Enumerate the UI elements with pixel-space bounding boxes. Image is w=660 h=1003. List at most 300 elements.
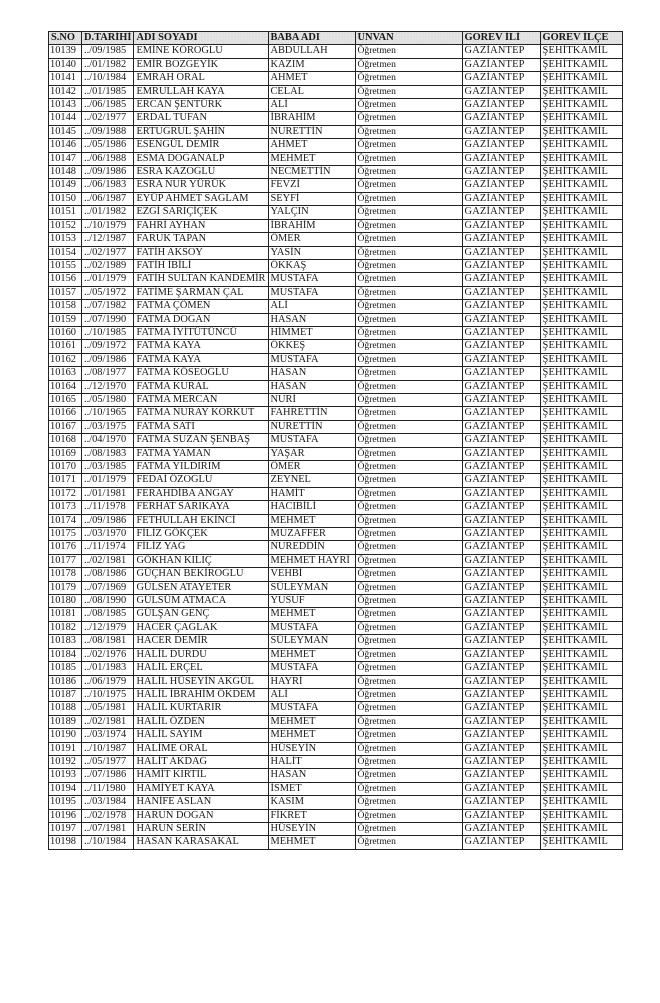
cell-birth-date: ../01/1985	[82, 85, 134, 98]
cell-sno: 10148	[49, 166, 82, 179]
cell-province: GAZİANTEP	[462, 246, 540, 259]
cell-sno: 10184	[49, 648, 82, 661]
table-row	[49, 461, 623, 474]
cell-full-name: EZGİ SARIÇİÇEK	[134, 206, 268, 219]
cell-province: GAZİANTEP	[462, 581, 540, 594]
cell-province: GAZİANTEP	[462, 179, 540, 192]
header-sno: S.NO	[49, 32, 82, 45]
cell-father-name: HİMMET	[268, 326, 355, 339]
table-row	[49, 286, 623, 299]
cell-full-name: EYÜP AHMET SAĞLAM	[134, 192, 268, 205]
cell-birth-date: ../12/1970	[82, 380, 134, 393]
cell-birth-date: ../07/1990	[82, 313, 134, 326]
cell-district: ŞEHİTKAMİL	[540, 675, 622, 688]
cell-district: ŞEHİTKAMİL	[540, 367, 622, 380]
cell-father-name: ÖMER	[268, 461, 355, 474]
cell-province: GAZİANTEP	[462, 715, 540, 728]
cell-full-name: FATMA YAMAN	[134, 447, 268, 460]
cell-full-name: FEDAİ ÖZOĞLU	[134, 474, 268, 487]
cell-father-name: HAMİT	[268, 487, 355, 500]
cell-sno: 10164	[49, 380, 82, 393]
cell-birth-date: ../11/1978	[82, 501, 134, 514]
cell-title: Öğretmen	[355, 340, 462, 353]
cell-full-name: GÜLŞAN GENÇ	[134, 608, 268, 621]
cell-district: ŞEHİTKAMİL	[540, 179, 622, 192]
cell-title: Öğretmen	[355, 608, 462, 621]
cell-district: ŞEHİTKAMİL	[540, 273, 622, 286]
cell-title: Öğretmen	[355, 192, 462, 205]
cell-title: Öğretmen	[355, 313, 462, 326]
cell-title: Öğretmen	[355, 796, 462, 809]
table-row	[49, 621, 623, 634]
cell-full-name: GÖKHAN KILIÇ	[134, 554, 268, 567]
cell-full-name: EMİR BOZGEYİK	[134, 58, 268, 71]
cell-sno: 10174	[49, 514, 82, 527]
cell-father-name: MUSTAFA	[268, 662, 355, 675]
cell-father-name: FEVZİ	[268, 179, 355, 192]
cell-birth-date: ../09/1972	[82, 340, 134, 353]
cell-province: GAZİANTEP	[462, 729, 540, 742]
cell-full-name: FATMA KAYA	[134, 353, 268, 366]
cell-sno: 10153	[49, 233, 82, 246]
table-row	[49, 300, 623, 313]
cell-sno: 10154	[49, 246, 82, 259]
cell-sno: 10197	[49, 822, 82, 835]
cell-father-name: MUSTAFA	[268, 273, 355, 286]
cell-full-name: FATMA YILDIRIM	[134, 461, 268, 474]
cell-sno: 10146	[49, 139, 82, 152]
cell-district: ŞEHİTKAMİL	[540, 581, 622, 594]
cell-birth-date: ../03/1985	[82, 461, 134, 474]
cell-sno: 10190	[49, 729, 82, 742]
cell-sno: 10168	[49, 434, 82, 447]
cell-sno: 10186	[49, 675, 82, 688]
cell-title: Öğretmen	[355, 112, 462, 125]
table-row	[49, 85, 623, 98]
cell-district: ŞEHİTKAMİL	[540, 420, 622, 433]
table-row	[49, 528, 623, 541]
cell-province: GAZİANTEP	[462, 769, 540, 782]
cell-father-name: MUSTAFA	[268, 434, 355, 447]
cell-sno: 10165	[49, 393, 82, 406]
cell-birth-date: ../10/1987	[82, 742, 134, 755]
cell-title: Öğretmen	[355, 541, 462, 554]
cell-title: Öğretmen	[355, 702, 462, 715]
cell-district: ŞEHİTKAMİL	[540, 702, 622, 715]
table-row	[49, 769, 623, 782]
cell-father-name: NUREDDİN	[268, 541, 355, 554]
cell-birth-date: ../10/1979	[82, 219, 134, 232]
cell-birth-date: ../10/1984	[82, 72, 134, 85]
cell-father-name: HASAN	[268, 769, 355, 782]
table-row	[49, 353, 623, 366]
cell-father-name: İBRAHİM	[268, 112, 355, 125]
cell-district: ŞEHİTKAMİL	[540, 474, 622, 487]
cell-title: Öğretmen	[355, 554, 462, 567]
cell-title: Öğretmen	[355, 300, 462, 313]
cell-province: GAZİANTEP	[462, 501, 540, 514]
table-row	[49, 715, 623, 728]
cell-province: GAZİANTEP	[462, 393, 540, 406]
cell-full-name: HALİL SAYIM	[134, 729, 268, 742]
table-row	[49, 219, 623, 232]
cell-father-name: MEHMET HAYRİ	[268, 554, 355, 567]
cell-birth-date: ../01/1982	[82, 206, 134, 219]
table-row	[49, 554, 623, 567]
header-title: UNVAN	[355, 32, 462, 45]
cell-sno: 10191	[49, 742, 82, 755]
cell-father-name: NURETTİN	[268, 125, 355, 138]
cell-birth-date: ../06/1985	[82, 99, 134, 112]
table-row	[49, 45, 623, 58]
cell-district: ŞEHİTKAMİL	[540, 755, 622, 768]
cell-title: Öğretmen	[355, 367, 462, 380]
cell-province: GAZİANTEP	[462, 273, 540, 286]
cell-full-name: FATİME ŞARMAN ÇAL	[134, 286, 268, 299]
cell-father-name: İBRAHİM	[268, 219, 355, 232]
table-row	[49, 58, 623, 71]
table-row	[49, 166, 623, 179]
cell-father-name: MEHMET	[268, 715, 355, 728]
table-row	[49, 447, 623, 460]
cell-title: Öğretmen	[355, 595, 462, 608]
cell-birth-date: ../08/1985	[82, 608, 134, 621]
table-row	[49, 688, 623, 701]
cell-birth-date: ../04/1970	[82, 434, 134, 447]
table-row	[49, 273, 623, 286]
cell-title: Öğretmen	[355, 662, 462, 675]
cell-birth-date: ../06/1983	[82, 179, 134, 192]
cell-title: Öğretmen	[355, 139, 462, 152]
cell-sno: 10169	[49, 447, 82, 460]
cell-district: ŞEHİTKAMİL	[540, 568, 622, 581]
cell-district: ŞEHİTKAMİL	[540, 796, 622, 809]
cell-title: Öğretmen	[355, 246, 462, 259]
cell-district: ŞEHİTKAMİL	[540, 487, 622, 500]
cell-full-name: EMİNE KÖROĞLU	[134, 45, 268, 58]
cell-province: GAZİANTEP	[462, 648, 540, 661]
cell-title: Öğretmen	[355, 782, 462, 795]
cell-birth-date: ../02/1981	[82, 715, 134, 728]
cell-full-name: EMRAH ORAL	[134, 72, 268, 85]
cell-province: GAZİANTEP	[462, 85, 540, 98]
cell-birth-date: ../07/1982	[82, 300, 134, 313]
cell-sno: 10177	[49, 554, 82, 567]
cell-district: ŞEHİTKAMİL	[540, 246, 622, 259]
table-row	[49, 246, 623, 259]
cell-sno: 10179	[49, 581, 82, 594]
cell-title: Öğretmen	[355, 514, 462, 527]
cell-province: GAZİANTEP	[462, 434, 540, 447]
cell-title: Öğretmen	[355, 58, 462, 71]
cell-full-name: EMRULLAH KAYA	[134, 85, 268, 98]
cell-birth-date: ../06/1988	[82, 152, 134, 165]
cell-sno: 10182	[49, 621, 82, 634]
cell-title: Öğretmen	[355, 836, 462, 849]
cell-sno: 10180	[49, 595, 82, 608]
cell-full-name: FAHRİ AYHAN	[134, 219, 268, 232]
cell-full-name: HALİL DURDU	[134, 648, 268, 661]
table-row	[49, 179, 623, 192]
table-row	[49, 782, 623, 795]
cell-father-name: HAYRİ	[268, 675, 355, 688]
cell-province: GAZİANTEP	[462, 461, 540, 474]
cell-sno: 10172	[49, 487, 82, 500]
table-header-row	[49, 32, 623, 45]
cell-father-name: MEHMET	[268, 152, 355, 165]
cell-father-name: ÖMER	[268, 233, 355, 246]
cell-father-name: MEHMET	[268, 648, 355, 661]
header-district: GOREV İLÇE	[540, 32, 622, 45]
cell-father-name: ALİ	[268, 300, 355, 313]
cell-district: ŞEHİTKAMİL	[540, 729, 622, 742]
cell-birth-date: ../10/1984	[82, 836, 134, 849]
cell-sno: 10139	[49, 45, 82, 58]
table-row	[49, 474, 623, 487]
cell-father-name: CELAL	[268, 85, 355, 98]
cell-full-name: HALİME ORAL	[134, 742, 268, 755]
cell-father-name: ALİ	[268, 99, 355, 112]
cell-full-name: HACER ÇAĞLAK	[134, 621, 268, 634]
cell-title: Öğretmen	[355, 380, 462, 393]
table-row	[49, 125, 623, 138]
cell-birth-date: ../08/1977	[82, 367, 134, 380]
cell-title: Öğretmen	[355, 621, 462, 634]
table-row	[49, 313, 623, 326]
cell-birth-date: ../12/1979	[82, 621, 134, 634]
cell-district: ŞEHİTKAMİL	[540, 447, 622, 460]
cell-district: ŞEHİTKAMİL	[540, 715, 622, 728]
cell-district: ŞEHİTKAMİL	[540, 353, 622, 366]
cell-district: ŞEHİTKAMİL	[540, 192, 622, 205]
table-row	[49, 581, 623, 594]
cell-full-name: ESMA DOĞANALP	[134, 152, 268, 165]
table-row	[49, 139, 623, 152]
header-province: GOREV İLİ	[462, 32, 540, 45]
cell-title: Öğretmen	[355, 648, 462, 661]
cell-birth-date: ../11/1980	[82, 782, 134, 795]
cell-title: Öğretmen	[355, 407, 462, 420]
cell-father-name: YUSUF	[268, 595, 355, 608]
cell-full-name: FATMA SUZAN ŞENBAŞ	[134, 434, 268, 447]
cell-province: GAZİANTEP	[462, 568, 540, 581]
cell-birth-date: ../05/1981	[82, 702, 134, 715]
cell-father-name: YASİN	[268, 246, 355, 259]
table-body	[49, 45, 623, 849]
cell-father-name: FİKRET	[268, 809, 355, 822]
cell-sno: 10175	[49, 528, 82, 541]
cell-birth-date: ../08/1981	[82, 635, 134, 648]
table-row	[49, 112, 623, 125]
cell-province: GAZİANTEP	[462, 662, 540, 675]
cell-father-name: KASIM	[268, 796, 355, 809]
table-row	[49, 635, 623, 648]
cell-father-name: MUSTAFA	[268, 621, 355, 634]
table-row	[49, 152, 623, 165]
cell-district: ŞEHİTKAMİL	[540, 259, 622, 272]
cell-full-name: FATMA MERCAN	[134, 393, 268, 406]
cell-sno: 10160	[49, 326, 82, 339]
cell-full-name: HAMİT KIRTIL	[134, 769, 268, 782]
cell-province: GAZİANTEP	[462, 219, 540, 232]
cell-district: ŞEHİTKAMİL	[540, 152, 622, 165]
table-row	[49, 233, 623, 246]
cell-birth-date: ../02/1977	[82, 112, 134, 125]
cell-full-name: FATMA SATI	[134, 420, 268, 433]
cell-province: GAZİANTEP	[462, 702, 540, 715]
cell-sno: 10150	[49, 192, 82, 205]
cell-province: GAZİANTEP	[462, 259, 540, 272]
cell-sno: 10147	[49, 152, 82, 165]
cell-birth-date: ../02/1977	[82, 246, 134, 259]
cell-birth-date: ../03/1974	[82, 729, 134, 742]
cell-full-name: FATMA KÖSEOĞLU	[134, 367, 268, 380]
cell-district: ŞEHİTKAMİL	[540, 809, 622, 822]
cell-sno: 10151	[49, 206, 82, 219]
cell-sno: 10152	[49, 219, 82, 232]
cell-title: Öğretmen	[355, 45, 462, 58]
cell-title: Öğretmen	[355, 809, 462, 822]
table-row	[49, 340, 623, 353]
cell-title: Öğretmen	[355, 434, 462, 447]
cell-father-name: KAZIM	[268, 58, 355, 71]
cell-father-name: HASAN	[268, 380, 355, 393]
cell-sno: 10162	[49, 353, 82, 366]
cell-full-name: ESRA NUR YÜRÜK	[134, 179, 268, 192]
cell-birth-date: ../10/1985	[82, 326, 134, 339]
cell-birth-date: ../09/1988	[82, 125, 134, 138]
cell-birth-date: ../02/1989	[82, 259, 134, 272]
cell-birth-date: ../02/1978	[82, 809, 134, 822]
cell-sno: 10188	[49, 702, 82, 715]
cell-birth-date: ../05/1977	[82, 755, 134, 768]
cell-province: GAZİANTEP	[462, 72, 540, 85]
cell-father-name: ÖKKEŞ	[268, 340, 355, 353]
cell-father-name: YALÇIN	[268, 206, 355, 219]
table-row	[49, 822, 623, 835]
cell-sno: 10187	[49, 688, 82, 701]
cell-full-name: ERCAN ŞENTÜRK	[134, 99, 268, 112]
cell-father-name: ABDULLAH	[268, 45, 355, 58]
cell-district: ŞEHİTKAMİL	[540, 541, 622, 554]
cell-province: GAZİANTEP	[462, 206, 540, 219]
cell-province: GAZİANTEP	[462, 407, 540, 420]
cell-title: Öğretmen	[355, 273, 462, 286]
cell-full-name: HALİL ÖZDEN	[134, 715, 268, 728]
cell-province: GAZİANTEP	[462, 340, 540, 353]
cell-sno: 10155	[49, 259, 82, 272]
cell-full-name: GÜLSEN ATAYETER	[134, 581, 268, 594]
cell-father-name: ALİ	[268, 688, 355, 701]
cell-birth-date: ../03/1970	[82, 528, 134, 541]
cell-district: ŞEHİTKAMİL	[540, 166, 622, 179]
table-row	[49, 380, 623, 393]
cell-father-name: ZEYNEL	[268, 474, 355, 487]
header-father-name: BABA ADI	[268, 32, 355, 45]
cell-district: ŞEHİTKAMİL	[540, 822, 622, 835]
cell-province: GAZİANTEP	[462, 58, 540, 71]
cell-title: Öğretmen	[355, 528, 462, 541]
cell-district: ŞEHİTKAMİL	[540, 286, 622, 299]
cell-father-name: SÜLEYMAN	[268, 635, 355, 648]
cell-province: GAZİANTEP	[462, 796, 540, 809]
cell-full-name: FATİH SULTAN KANDEMİR	[134, 273, 268, 286]
cell-full-name: HALİL İBRAHİM ÖKDEM	[134, 688, 268, 701]
cell-province: GAZİANTEP	[462, 139, 540, 152]
cell-birth-date: ../10/1965	[82, 407, 134, 420]
cell-full-name: ERTUĞRUL ŞAHİN	[134, 125, 268, 138]
cell-sno: 10196	[49, 809, 82, 822]
cell-district: ŞEHİTKAMİL	[540, 393, 622, 406]
cell-father-name: ÖKKAŞ	[268, 259, 355, 272]
cell-birth-date: ../01/1982	[82, 58, 134, 71]
cell-title: Öğretmen	[355, 715, 462, 728]
cell-district: ŞEHİTKAMİL	[540, 326, 622, 339]
cell-province: GAZİANTEP	[462, 192, 540, 205]
cell-title: Öğretmen	[355, 152, 462, 165]
cell-district: ŞEHİTKAMİL	[540, 648, 622, 661]
table-row	[49, 809, 623, 822]
cell-district: ŞEHİTKAMİL	[540, 340, 622, 353]
cell-district: ŞEHİTKAMİL	[540, 72, 622, 85]
cell-district: ŞEHİTKAMİL	[540, 554, 622, 567]
cell-sno: 10156	[49, 273, 82, 286]
cell-father-name: NECMETTİN	[268, 166, 355, 179]
cell-province: GAZİANTEP	[462, 782, 540, 795]
cell-birth-date: ../05/1986	[82, 139, 134, 152]
cell-sno: 10157	[49, 286, 82, 299]
cell-district: ŞEHİTKAMİL	[540, 514, 622, 527]
cell-full-name: FATMA NURAY KORKUT	[134, 407, 268, 420]
table-row	[49, 420, 623, 433]
cell-sno: 10143	[49, 99, 82, 112]
cell-sno: 10159	[49, 313, 82, 326]
cell-title: Öğretmen	[355, 233, 462, 246]
cell-district: ŞEHİTKAMİL	[540, 45, 622, 58]
cell-father-name: MUZAFFER	[268, 528, 355, 541]
cell-full-name: HASAN KARASAKAL	[134, 836, 268, 849]
cell-title: Öğretmen	[355, 675, 462, 688]
cell-province: GAZİANTEP	[462, 742, 540, 755]
table-row	[49, 259, 623, 272]
cell-full-name: GÜLSÜM ATMACA	[134, 595, 268, 608]
cell-sno: 10145	[49, 125, 82, 138]
table-row	[49, 675, 623, 688]
table-row	[49, 729, 623, 742]
cell-sno: 10195	[49, 796, 82, 809]
cell-title: Öğretmen	[355, 420, 462, 433]
cell-district: ŞEHİTKAMİL	[540, 139, 622, 152]
cell-province: GAZİANTEP	[462, 809, 540, 822]
cell-province: GAZİANTEP	[462, 514, 540, 527]
cell-title: Öğretmen	[355, 635, 462, 648]
cell-province: GAZİANTEP	[462, 286, 540, 299]
cell-title: Öğretmen	[355, 822, 462, 835]
cell-father-name: İSMET	[268, 782, 355, 795]
cell-title: Öğretmen	[355, 755, 462, 768]
cell-title: Öğretmen	[355, 742, 462, 755]
cell-sno: 10178	[49, 568, 82, 581]
cell-province: GAZİANTEP	[462, 112, 540, 125]
cell-province: GAZİANTEP	[462, 836, 540, 849]
table-row	[49, 206, 623, 219]
table-row	[49, 836, 623, 849]
cell-father-name: YAŞAR	[268, 447, 355, 460]
cell-father-name: NURETTİN	[268, 420, 355, 433]
cell-full-name: FATMA KAYA	[134, 340, 268, 353]
cell-province: GAZİANTEP	[462, 822, 540, 835]
cell-title: Öğretmen	[355, 461, 462, 474]
